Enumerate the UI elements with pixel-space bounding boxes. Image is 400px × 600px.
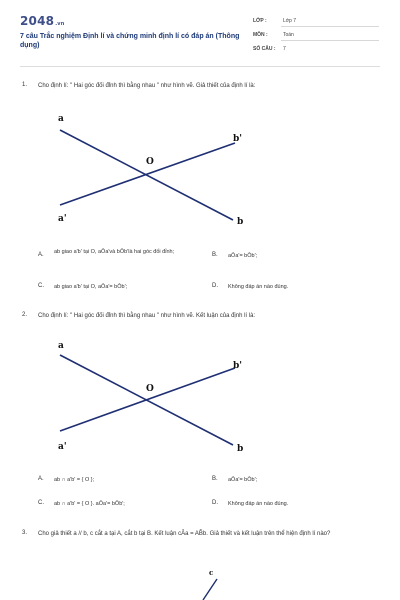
- site-logo[interactable]: 2048.vn: [20, 14, 65, 28]
- label-a-prime: a': [58, 214, 67, 224]
- question-number: 2.: [22, 312, 28, 318]
- line-a-prime-b-prime: [60, 368, 235, 431]
- vertical-angles-figure: [50, 108, 250, 233]
- option-text[interactable]: ab ∩ a'b' = { O }. aÔa'= bÔb';: [54, 501, 125, 507]
- meta-class-label: LỚP :: [253, 18, 267, 24]
- label-b: b: [237, 217, 244, 227]
- option-text[interactable]: Không đáp án nào đúng.: [228, 501, 289, 507]
- option-letter: C.: [38, 500, 44, 506]
- vertical-angles-figure: [50, 338, 250, 463]
- meta-count-value: 7: [283, 46, 286, 52]
- meta-subject-value: Toán: [283, 32, 294, 38]
- option-letter: A.: [38, 252, 44, 258]
- option-letter: A.: [38, 476, 44, 482]
- transversal-figure: [195, 565, 225, 600]
- option-letter: B.: [212, 252, 218, 258]
- meta-count-label: SỐ CÂU :: [253, 46, 276, 52]
- meta-divider: [281, 26, 379, 27]
- option-text[interactable]: ab giao a'b' tại O, aÔa'và bÔb'là hai góc đối đỉnh;: [54, 249, 175, 255]
- option-text[interactable]: aÔa'= bÔb';: [228, 253, 258, 259]
- option-text[interactable]: ab ∩ a'b' = { O };: [54, 477, 95, 483]
- question-text: Cho định lí: " Hai góc đối đỉnh thì bằng nhau " như hình vẽ. Giả thiết của định lí là:: [38, 83, 256, 89]
- option-letter: C.: [38, 283, 44, 289]
- label-b-prime: b': [233, 134, 243, 144]
- option-letter: B.: [212, 476, 218, 482]
- label-b-prime: b': [233, 361, 243, 371]
- label-c: c: [209, 568, 214, 577]
- meta-class-value: Lớp 7: [283, 18, 297, 24]
- label-a: a: [58, 341, 64, 351]
- header-divider: [20, 66, 380, 67]
- label-a: a: [58, 114, 64, 124]
- label-a-prime: a': [58, 442, 67, 452]
- label-o: O: [146, 157, 154, 167]
- option-text[interactable]: Không đáp án nào đúng.: [228, 284, 289, 290]
- option-text[interactable]: aÔa'= bÔb';: [228, 477, 258, 483]
- option-letter: D.: [212, 500, 218, 506]
- document-title: 7 câu Trắc nghiệm Định lí và chứng minh định lí có đáp án (Thông dụng): [20, 33, 240, 49]
- label-o: O: [146, 384, 154, 394]
- meta-subject-label: MÔN :: [253, 32, 268, 38]
- option-letter: D.: [212, 283, 218, 289]
- question-text: Cho định lí: " Hai góc đối đỉnh thì bằng nhau " như hình vẽ. Kết luận của định lí là:: [38, 313, 256, 319]
- label-b: b: [237, 444, 244, 454]
- line-c: [203, 579, 217, 600]
- option-text[interactable]: ab giao a'b' tại O, aÔa'= bÔb';: [54, 284, 128, 290]
- question-number: 3.: [22, 530, 28, 536]
- line-a-prime-b-prime: [60, 143, 235, 205]
- question-number: 1.: [22, 82, 28, 88]
- meta-divider: [281, 40, 379, 41]
- question-text: Cho giả thiết a // b, c cắt a tại A, cắt b tại B. Kết luận cÂa = AB̂b. Giả thiết và kết luận trên thể hiện định lí nào?: [38, 531, 331, 537]
